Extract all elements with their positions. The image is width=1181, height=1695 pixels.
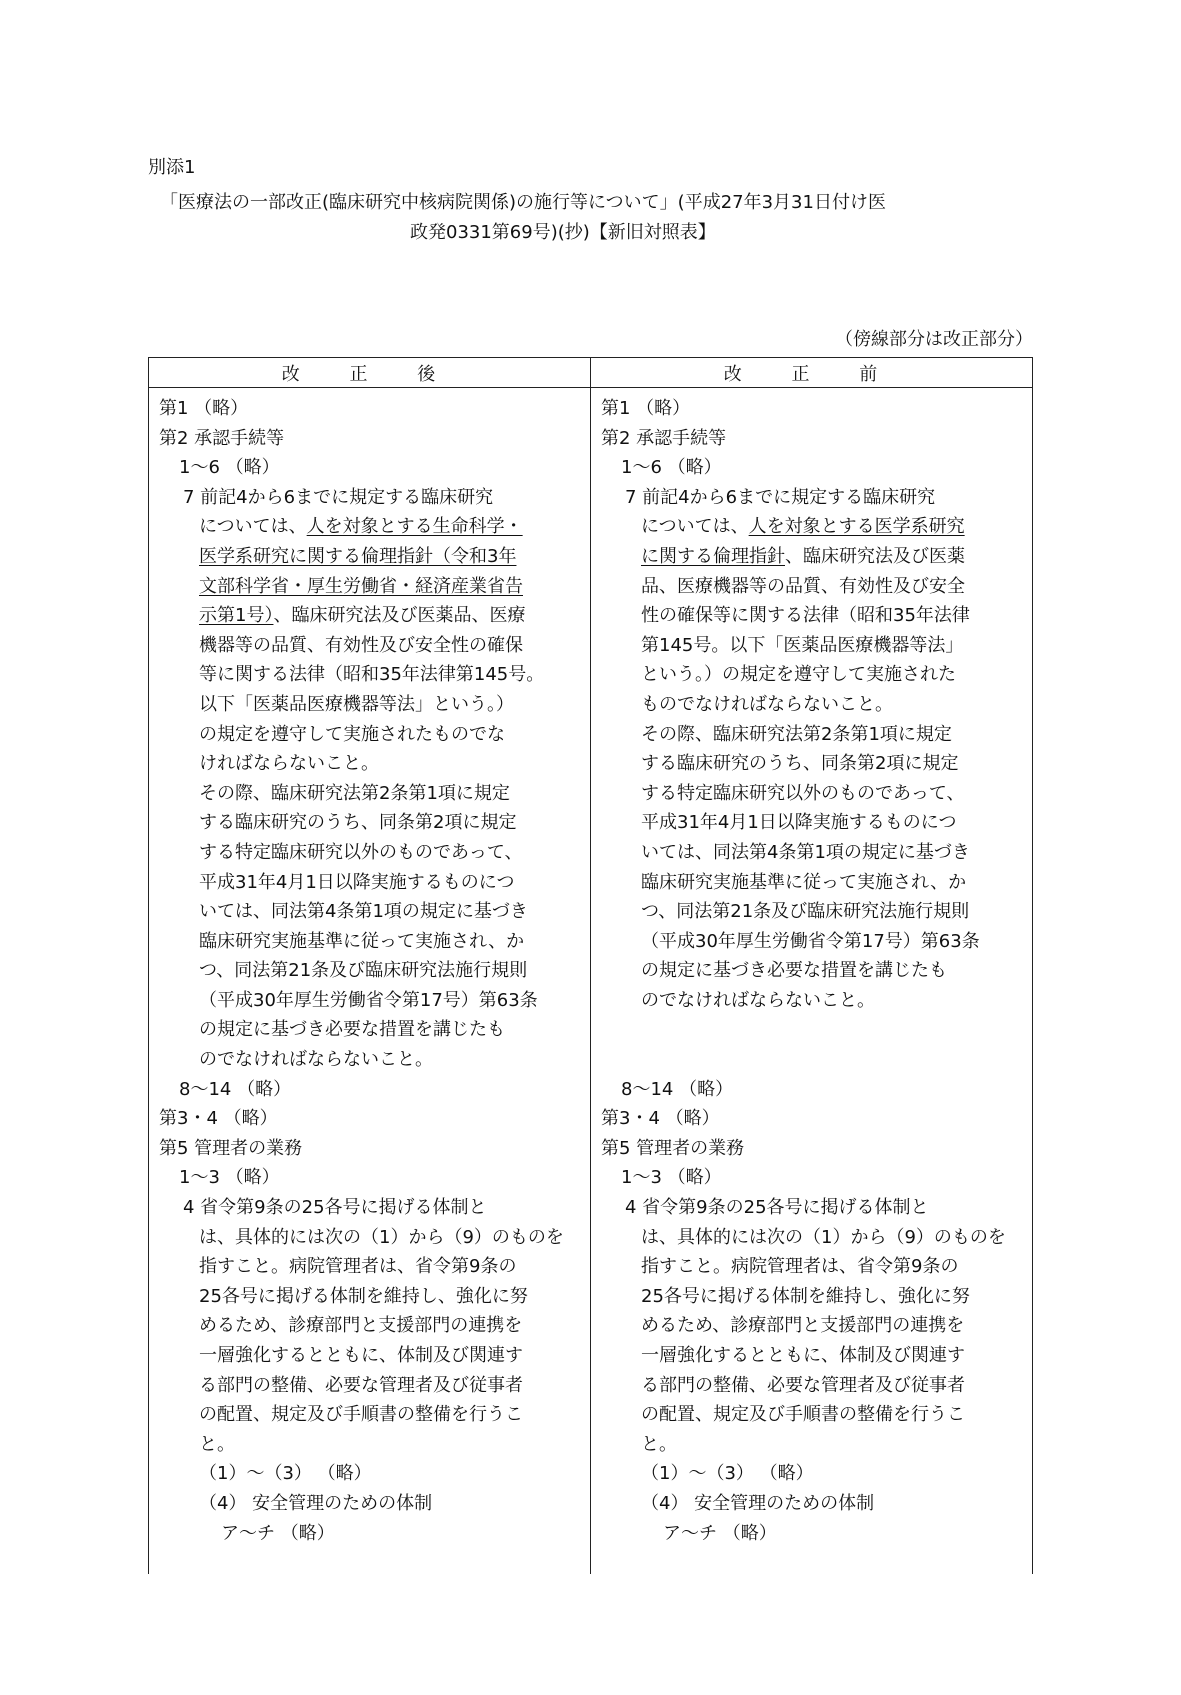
underlined-amendment: 医学系研究に関する倫理指針（令和3年 — [199, 545, 517, 567]
text-segment: については、 — [641, 516, 749, 538]
text-line: 平成31年4月1日以降実施するものにつ — [641, 812, 957, 834]
text-line: 一層強化するとともに、体制及び関連す — [641, 1345, 965, 1366]
text-line — [601, 512, 1022, 542]
text-line: 1～3 （略） — [621, 1167, 722, 1189]
text-line: （1）～（3） （略） — [641, 1463, 814, 1485]
text-line: の規定に基づき必要な措置を講じたも — [641, 960, 947, 982]
text-line: 4 省令第9条の25各号に掲げる体制と — [183, 1197, 487, 1219]
text-line — [601, 542, 1022, 572]
text-line: つ、同法第21条及び臨床研究法施行規則 — [641, 901, 970, 923]
text-line: 第1 （略） — [159, 398, 249, 419]
text-line: 平成31年4月1日以降実施するものにつ — [199, 871, 515, 893]
text-line: する臨床研究のうち、同条第2項に規定 — [199, 812, 517, 834]
text-line: る部門の整備、必要な管理者及び従事者 — [641, 1374, 965, 1396]
text-line: 第2 承認手続等 — [159, 427, 285, 449]
column-header-before: 改 正 前 — [591, 358, 1033, 388]
text-line: 臨床研究実施基準に従って実施され、か — [199, 930, 525, 952]
text-line: 第3・4 （略） — [601, 1108, 720, 1130]
underline-note: （傍線部分は改正部分） — [835, 329, 1033, 350]
text-line: 第145号。以下「医薬品医療機器等法」 — [641, 634, 964, 656]
text-line: ア～チ （略） — [221, 1522, 335, 1544]
text-line: る部門の整備、必要な管理者及び従事者 — [199, 1374, 523, 1396]
text-line: は、具体的には次の（1）から（9）のものを — [199, 1226, 564, 1248]
text-segment: 、臨床研究法及び医薬品、医療 — [273, 605, 526, 627]
document-title-line2: 政発0331第69号)(抄)【新旧対照表】 — [410, 222, 716, 243]
text-line: 第2 承認手続等 — [601, 427, 727, 449]
text-line: と。 — [199, 1433, 235, 1455]
text-line: は、具体的には次の（1）から（9）のものを — [641, 1226, 1006, 1248]
text-line: （4） 安全管理のための体制 — [641, 1492, 875, 1514]
blank-line — [601, 1015, 1022, 1045]
text-line: 7 前記4から6までに規定する臨床研究 — [183, 486, 494, 508]
text-line: の配置、規定及び手順書の整備を行うこ — [199, 1404, 523, 1426]
text-line — [159, 572, 580, 602]
text-line: 機器等の品質、有効性及び安全性の確保 — [199, 634, 523, 656]
text-line: 4 省令第9条の25各号に掲げる体制と — [625, 1197, 929, 1219]
text-line: と。 — [641, 1433, 677, 1455]
text-line: つ、同法第21条及び臨床研究法施行規則 — [199, 960, 528, 982]
text-line: （平成30年厚生労働省令第17号）第63条 — [199, 989, 538, 1011]
comparison-table — [148, 357, 1033, 1574]
text-line: 品、医療機器等の品質、有効性及び安全 — [641, 575, 965, 597]
column-before — [591, 388, 1033, 1575]
document-title-line1: 「医療法の一部改正(臨床研究中核病院関係)の施行等について」(平成27年3月31日付け医 — [160, 192, 886, 213]
text-line: 一層強化するとともに、体制及び関連す — [199, 1345, 523, 1366]
text-line: のでなければならないこと。 — [641, 989, 875, 1011]
text-line: 25各号に掲げる体制を維持し、強化に努 — [199, 1285, 528, 1307]
text-line: めるため、診療部門と支援部門の連携を — [641, 1315, 965, 1337]
text-line: ものでなければならないこと。 — [641, 693, 893, 715]
text-line: 8～14 （略） — [621, 1078, 734, 1100]
attachment-label: 別添1 — [148, 157, 196, 178]
text-line: のでなければならないこと。 — [199, 1049, 433, 1071]
text-line: 等に関する法律（昭和35年法律第145号。 — [199, 664, 545, 686]
text-line: という。）の規定を遵守して実施された — [641, 664, 956, 686]
text-line: 第5 管理者の業務 — [601, 1137, 745, 1159]
text-line: その際、臨床研究法第2条第1項に規定 — [199, 782, 510, 804]
text-line: の配置、規定及び手順書の整備を行うこ — [641, 1404, 965, 1426]
text-line: 第5 管理者の業務 — [159, 1137, 303, 1159]
text-line: 指すこと。病院管理者は、省令第9条の — [199, 1256, 517, 1278]
text-line: 1～6 （略） — [621, 457, 722, 479]
underlined-amendment: 人を対象とする医学系研究 — [748, 516, 965, 538]
text-line: 指すこと。病院管理者は、省令第9条の — [641, 1256, 959, 1278]
text-line: する臨床研究のうち、同条第2項に規定 — [641, 753, 959, 775]
underlined-amendment: 示第1号） — [199, 605, 274, 627]
text-segment: については、 — [199, 516, 307, 538]
text-line: する特定臨床研究以外のものであって、 — [199, 841, 523, 863]
text-line: いては、同法第4条第1項の規定に基づき — [199, 901, 528, 923]
text-line: ければならないこと。 — [199, 753, 379, 775]
text-line: ア～チ （略） — [663, 1522, 777, 1544]
text-line: 第1 （略） — [601, 398, 691, 419]
text-line — [159, 601, 580, 631]
text-line: の規定に基づき必要な措置を講じたも — [199, 1019, 505, 1041]
text-line: 8～14 （略） — [179, 1078, 292, 1100]
text-line: 性の確保等に関する法律（昭和35年法律 — [641, 605, 970, 627]
column-after — [149, 388, 591, 1575]
blank-line — [601, 1045, 1022, 1075]
text-line — [159, 512, 580, 542]
text-line: （4） 安全管理のための体制 — [199, 1492, 433, 1514]
text-line: 以下「医薬品医療機器等法」という。） — [199, 693, 514, 715]
text-line: （平成30年厚生労働省令第17号）第63条 — [641, 930, 980, 952]
text-segment: 、臨床研究法及び医薬 — [785, 545, 965, 567]
column-header-after: 改 正 後 — [149, 358, 591, 388]
text-line: 1～3 （略） — [179, 1167, 280, 1189]
text-line: 7 前記4から6までに規定する臨床研究 — [625, 486, 936, 508]
text-line: 25各号に掲げる体制を維持し、強化に努 — [641, 1285, 970, 1307]
text-line: 臨床研究実施基準に従って実施され、か — [641, 871, 967, 893]
text-line: 第3・4 （略） — [159, 1108, 278, 1130]
document-title — [160, 188, 1040, 248]
text-line: いては、同法第4条第1項の規定に基づき — [641, 841, 970, 863]
text-line: の規定を遵守して実施されたものでな — [199, 723, 505, 745]
text-line: 1～6 （略） — [179, 457, 280, 479]
text-line: めるため、診療部門と支援部門の連携を — [199, 1315, 523, 1337]
text-line: する特定臨床研究以外のものであって、 — [641, 782, 965, 804]
underlined-amendment: 文部科学省・厚生労働省・経済産業省告 — [199, 575, 523, 597]
text-line: その際、臨床研究法第2条第1項に規定 — [641, 723, 952, 745]
text-line: （1）～（3） （略） — [199, 1463, 372, 1485]
underlined-amendment: 人を対象とする生命科学・ — [306, 516, 523, 538]
text-line — [159, 542, 580, 572]
underlined-amendment: に関する倫理指針 — [641, 545, 785, 567]
